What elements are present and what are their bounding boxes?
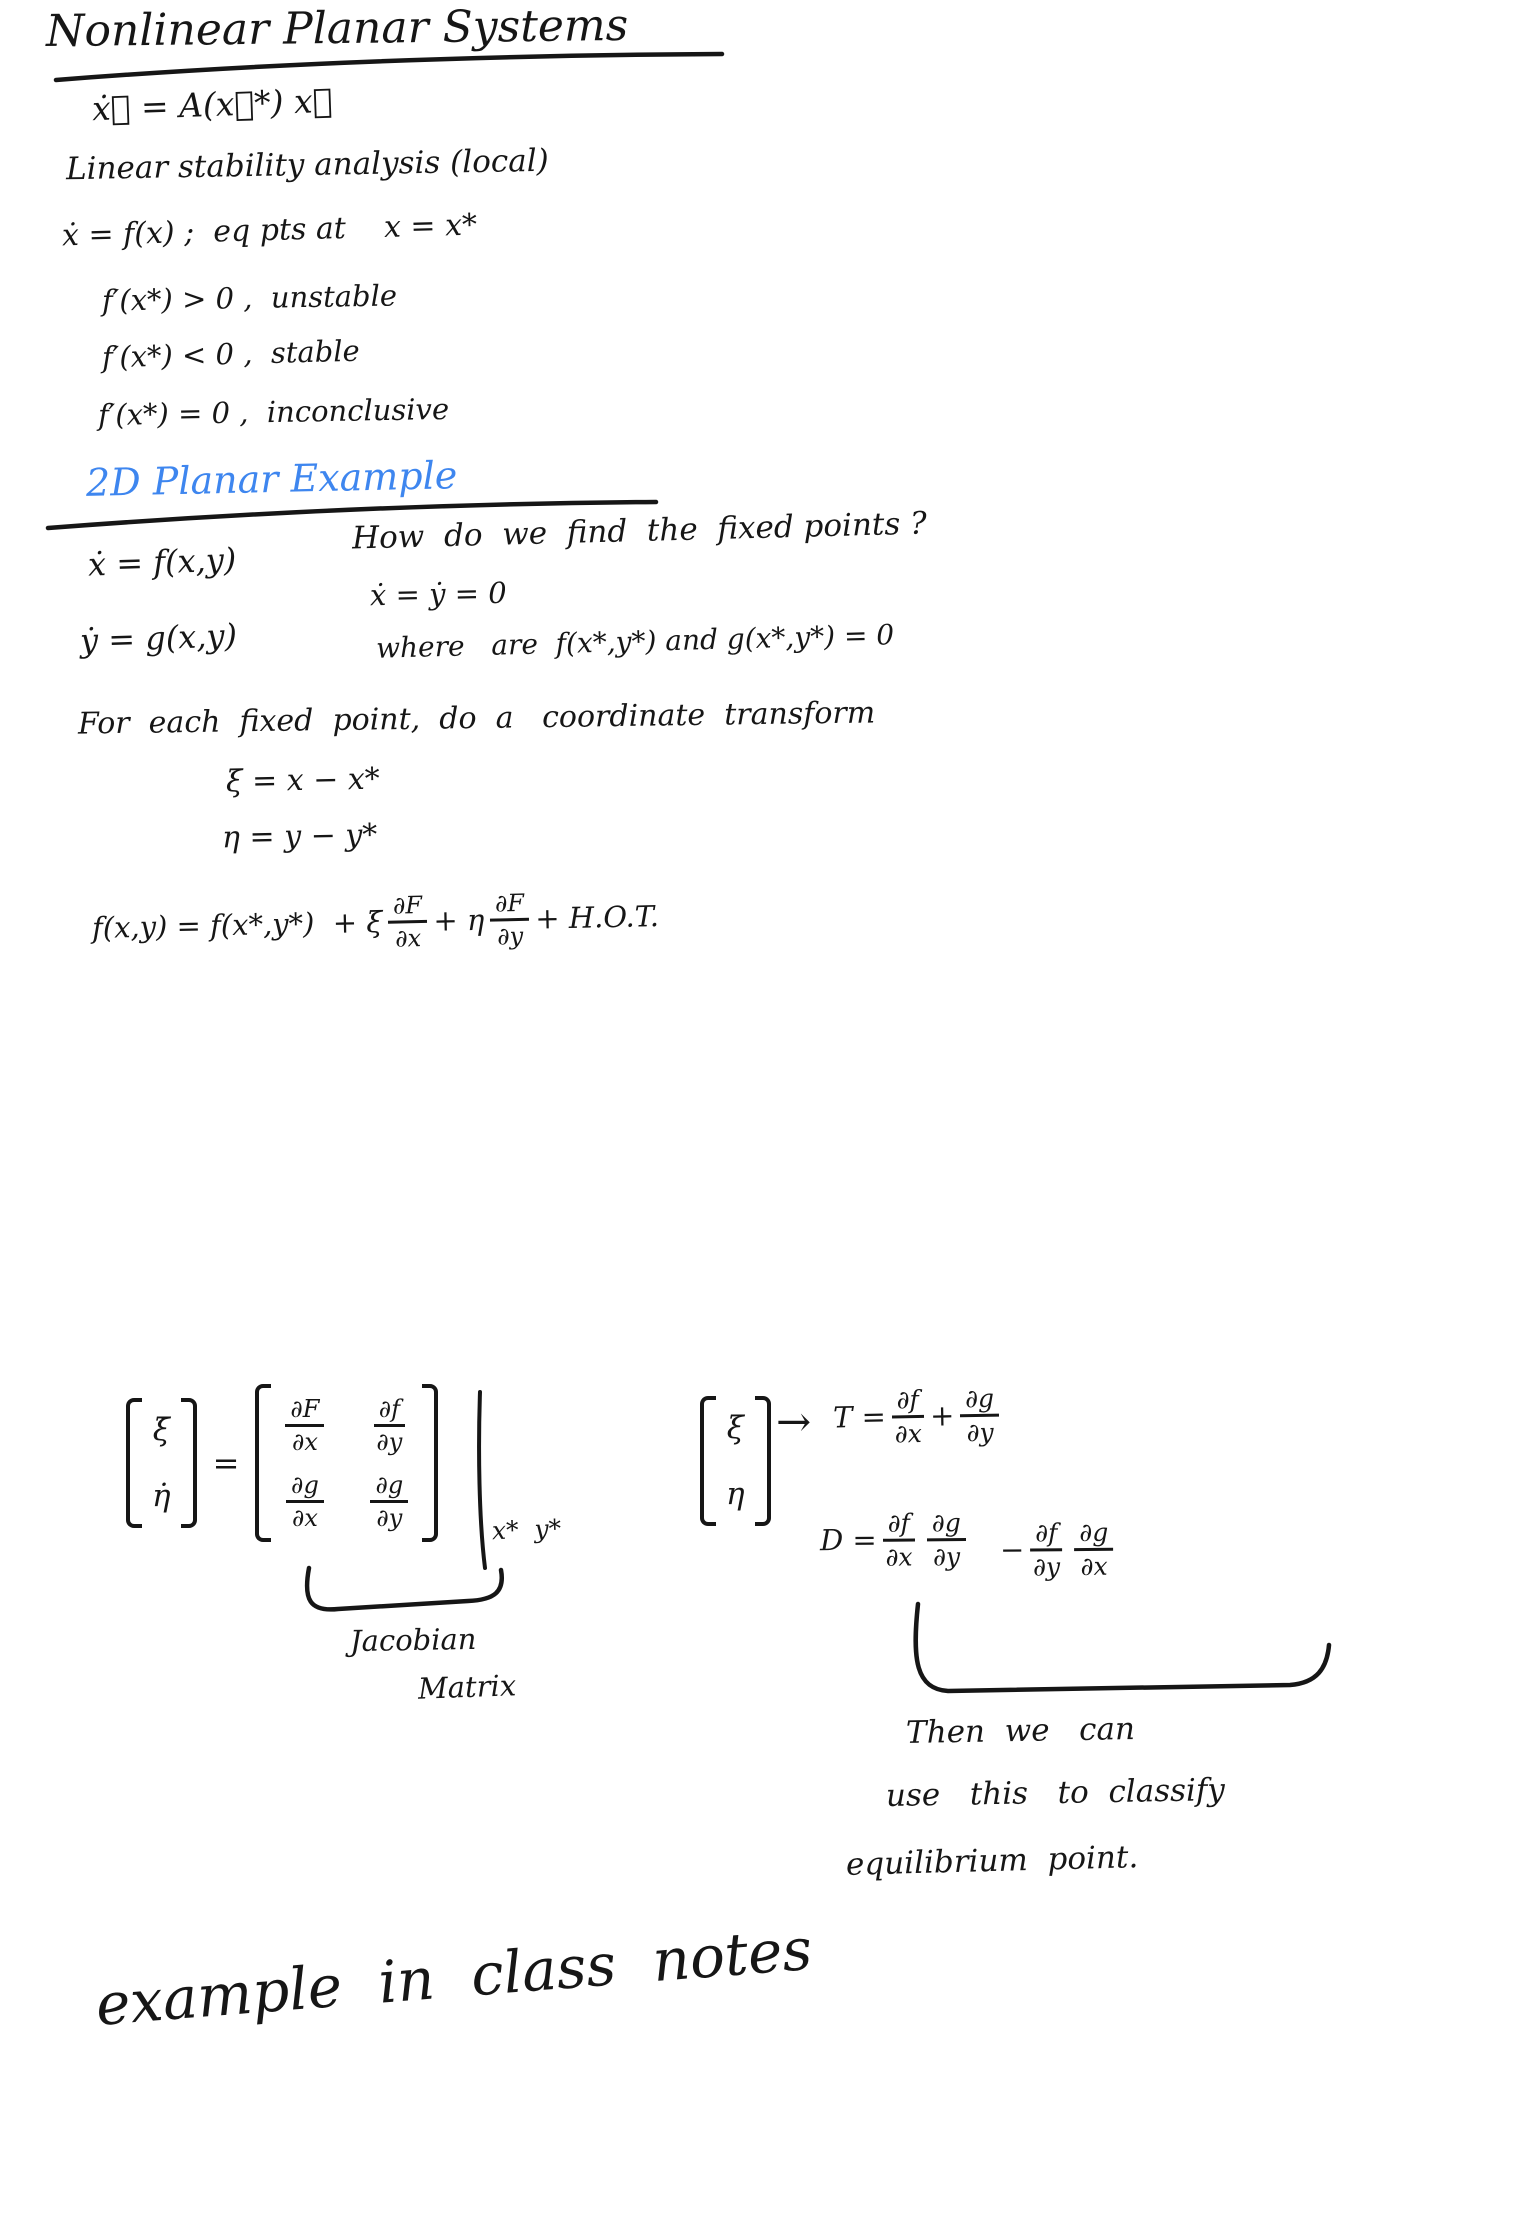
det-fraction-dfdy: $\frac{\partial f}{\partial y}$ bbox=[1030, 1519, 1063, 1579]
taylor-tail: + H.O.T. bbox=[534, 899, 660, 936]
right-bracket bbox=[755, 1396, 771, 1526]
implies-arrow-icon: → bbox=[776, 1397, 812, 1446]
trace-formula bbox=[832, 1385, 1005, 1448]
equilibrium-points-line: ẋ = f(x) ; eq pts at x = x* bbox=[61, 207, 478, 254]
system-xdot-equation: ẋ = f(x,y) bbox=[87, 540, 237, 584]
determinant-lead: D = bbox=[819, 1522, 877, 1558]
conclusion-line-3: equilibrium point. bbox=[845, 1839, 1139, 1883]
conclusion-line-2: use this to classify bbox=[885, 1772, 1226, 1814]
jacobian-matrix bbox=[255, 1384, 438, 1542]
xi-eta-dot-vector bbox=[126, 1398, 197, 1528]
title-underline-stroke bbox=[56, 54, 722, 80]
classification-bracket bbox=[916, 1604, 1329, 1691]
xi-dot: ξ̇ bbox=[152, 1412, 170, 1448]
section-heading-2d-planar-example: 2D Planar Example bbox=[85, 453, 458, 505]
trace-fraction-dfdx: $\frac{\partial f}{\partial x}$ bbox=[891, 1386, 924, 1447]
jacobian-entry-22: $\frac{\partial g}{\partial y}$ bbox=[370, 1472, 408, 1530]
xi-eta-vector bbox=[700, 1396, 771, 1526]
system-ydot-equation: ẏ = g(x,y) bbox=[79, 616, 238, 660]
trace-fraction-dgdy: $\frac{\partial g}{\partial y}$ bbox=[960, 1385, 1000, 1446]
right-bracket bbox=[181, 1398, 197, 1528]
taylor-mid: + η bbox=[433, 902, 485, 938]
taylor-lead: f(x,y) = f(x*,y*) + ξ bbox=[91, 904, 383, 945]
conclusion-line-1: Then we can bbox=[905, 1711, 1136, 1751]
jacobian-underbrace bbox=[307, 1568, 502, 1609]
equals-sign: = bbox=[212, 1444, 240, 1482]
det-fraction-dfdx: $\frac{\partial f}{\partial x}$ bbox=[883, 1509, 916, 1569]
determinant-formula bbox=[820, 1497, 1120, 1582]
evaluated-at-fixed-point: x* y* bbox=[491, 1513, 562, 1546]
left-bracket bbox=[126, 1398, 142, 1528]
eta-symbol: η bbox=[726, 1476, 745, 1512]
trace-lead: T = bbox=[832, 1399, 887, 1435]
jacobian-entry-21: $\frac{\partial g}{\partial x}$ bbox=[285, 1472, 324, 1530]
taylor-expansion-equation bbox=[91, 887, 659, 957]
jacobian-label-line1: Jacobian bbox=[349, 1621, 477, 1659]
linearized-system-equation bbox=[126, 1384, 438, 1542]
taylor-fraction-dfdy: $\frac{\partial F}{\partial y}$ bbox=[490, 890, 530, 949]
case-unstable: f′(x*) > 0 , unstable bbox=[101, 278, 398, 318]
eta-dot: η̇ bbox=[152, 1478, 171, 1514]
jacobian-label-line2: Matrix bbox=[417, 1668, 517, 1706]
xi-definition: ξ = x − x* bbox=[225, 761, 381, 800]
where-condition-line: where are f(x*,y*) and g(x*,y*) = 0 bbox=[375, 618, 895, 665]
jacobian-entry-11: $\frac{\partial F}{\partial x}$ bbox=[285, 1396, 324, 1454]
coordinate-transform-line: For each fixed point, do a coordinate transform bbox=[77, 695, 876, 742]
taylor-fraction-dfdx: $\frac{\partial F}{\partial x}$ bbox=[388, 892, 428, 951]
matrix-evaluation-bar bbox=[479, 1392, 485, 1568]
question-fixed-points: How do we find the fixed points ? bbox=[351, 505, 928, 557]
eta-definition: η = y − y* bbox=[221, 817, 378, 856]
det-fraction-dgdx: $\frac{\partial g}{\partial x}$ bbox=[1074, 1519, 1113, 1579]
fixed-point-condition: ẋ = ẏ = 0 bbox=[369, 575, 507, 613]
plus-sign: + bbox=[929, 1398, 955, 1433]
jacobian-entry-12: $\frac{\partial f}{\partial y}$ bbox=[370, 1396, 408, 1454]
right-bracket bbox=[422, 1384, 438, 1542]
case-inconclusive: f′(x*) = 0 , inconclusive bbox=[97, 391, 450, 433]
left-bracket bbox=[255, 1384, 271, 1542]
xi-symbol: ξ bbox=[726, 1410, 744, 1446]
page-title: Nonlinear Planar Systems bbox=[45, 0, 629, 58]
vector-field-equation: ẋ⃗ = A(x⃗*) x⃗ bbox=[91, 80, 334, 129]
case-stable: f′(x*) < 0 , stable bbox=[101, 333, 361, 375]
det-fraction-dgdy: $\frac{\partial g}{\partial y}$ bbox=[927, 1509, 966, 1569]
left-bracket bbox=[700, 1396, 716, 1526]
footer-note: example in class notes bbox=[93, 1914, 815, 2039]
minus-sign: − bbox=[999, 1532, 1025, 1567]
stability-analysis-line: Linear stability analysis (local) bbox=[65, 142, 549, 188]
